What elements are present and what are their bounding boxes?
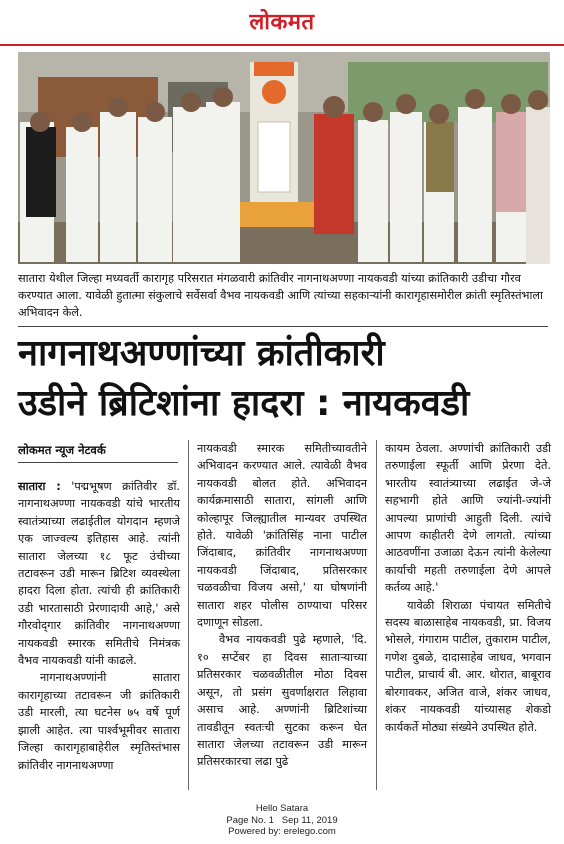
footer-edition: Hello Satara <box>255 803 309 814</box>
article-column-2 <box>197 440 367 771</box>
lokmat-logo: लोकमत <box>249 10 315 35</box>
page-footer <box>0 803 564 838</box>
dateline: सातारा : <box>18 480 61 493</box>
byline: लोकमत न्यूज नेटवर्क <box>18 443 106 457</box>
column-1-paragraph-1: 'पद्मभूषण क्रांतिवीर डॉ. नागनाथअण्णा नायकवडी यांचे भारतीय स्वातंत्र्याच्या लढाईतील योगदान म्हणजे एक जाज्वल्य इतिहास आहे. त्यांनी सातारा जेलच्या १८ फूट उंचीच्या तटावरून उडी मारून ब्रिटिश व्यवस्थेला हादरा दिला होता. त्यांची ही क्रांतिकारी उडी भारतासाठी प्रेरणादायी आहे,' असे गौरवोद्‌गार क्रांतिवीर नागनाथअण्णा नायकवडी स्मारक समितीचे निमंत्रक वैभव नायकवडी यांनी काढले. <box>18 480 180 668</box>
caption-divider <box>18 326 548 327</box>
news-photo-illustration <box>18 52 550 264</box>
photo-caption: सातारा येथील जिल्हा मध्यवर्ती कारागृह परिसरात मंगळवारी क्रांतिवीर नागनाथअण्णा नायकवडी यांच्या क्रांतिकारी उडीचा गौरव करण्यात आला. यावेळी हुतात्मा संकुलाचे सर्वेसर्वा वैभव नायकवडी आणि त्यांच्या सहकाऱ्यांनी कारागृहासमोरील क्रांती स्मृतिस्तंभाला अभिवादन केले. <box>18 272 543 319</box>
footer-powered-by: Powered by: erelego.com <box>228 826 336 837</box>
byline-underline <box>18 462 178 463</box>
column-2-paragraph-2: वैभव नायकवडी पुढे म्हणाले, 'दि. १० सप्टेंबर हा दिवस साताऱ्याच्या प्रतिसरकार चळवळीतील मोठा दिवस असून, तो प्रसंग सुवर्णाक्षरात लिहावा असाच आहे. अण्णांनी ब्रिटिशांच्या तावडीतून स्वतःची सुटका करून घेत सातारा जेलच्या तटावरून उडी मारून प्रतिसरकारचा लढा पुढे <box>197 633 367 769</box>
headline-line-2: उडीने ब्रिटिशांना हादरा : नायकवडी <box>18 383 470 424</box>
article-column-3 <box>385 440 551 736</box>
column-divider-2 <box>376 440 377 790</box>
masthead <box>0 0 564 46</box>
footer-page-date: Page No. 1 Sep 11, 2019 <box>226 814 338 826</box>
news-photo <box>18 52 550 264</box>
column-3-paragraph-1: कायम ठेवला. अण्णांची क्रांतिकारी उडी तरुणाईला स्फूर्ती आणि प्रेरणा देते. भारतीय स्वातंत्र्याच्या लढाईत जे-जे सहभागी होते आणि ज्यांनी-ज्यांनी आपल्या प्राणांची आहुती दिली. त्यांचे आपण काहीतरी देणे लागतो. त्यांच्या आठवणींना उजाळा देऊन त्यांनी केलेल्या कार्याची महती तरुणाईला देणे आपले कर्तव्य आहे.' <box>385 442 551 595</box>
column-1-paragraph-2: नागनाथअण्णांनी सातारा कारागृहाच्या तटावरून जी क्रांतिकारी उडी मारली, त्या घटनेस ७५ वर्षे पूर्ण झाली आहेत. त्या पार्श्वभूमीवर सातारा जिल्हा कारागृहाबाहेरील स्मृतिस्तंभास क्रांतिवीर नागनाथअण्णा <box>18 671 180 772</box>
article-column-1 <box>18 478 180 774</box>
column-divider-1 <box>188 440 189 790</box>
column-2-paragraph-1: नायकवडी स्मारक समितीच्यावतीने अभिवादन करण्यात आले. त्यावेळी वैभव नायकवडी बोलत होते. अभिवादन कार्यक्रमासाठी सातारा, सांगली आणि कोल्हापूर जिल्ह्यातील मान्यवर उपस्थित होते. यावेळी 'क्रांतिसिंह नाना पाटील जिंदाबाद, क्रांतिवीर नागनाथअण्णा नायकवडी जिंदाबाद, प्रतिसरकार चळवळीचा विजय असो,' या घोषणांनी सातारा शहर पोलीस ठाण्याचा परिसर दणाणून सोडला. <box>197 442 367 630</box>
headline-line-1: नागनाथअण्णांच्या क्रांतीकारी <box>18 333 385 374</box>
column-3-paragraph-2: यावेळी शिराळा पंचायत समितीचे सदस्य बाळासाहेब नायकवडी, प्रा. विजय भोसले, गंगाराम पाटील, तुकाराम पाटील, गणेश दुबळे, दादासाहेब जाधव, भगवान पाटील, प्राचार्य बी. आर. थोरात, बाबूराव बोरगावकर, अजित वाजे, शंकर जाधव, शंकर नायकवडी यांच्यासह शेकडो कार्यकर्ते मोठ्या संख्येने उपस्थित होते. <box>385 598 551 734</box>
